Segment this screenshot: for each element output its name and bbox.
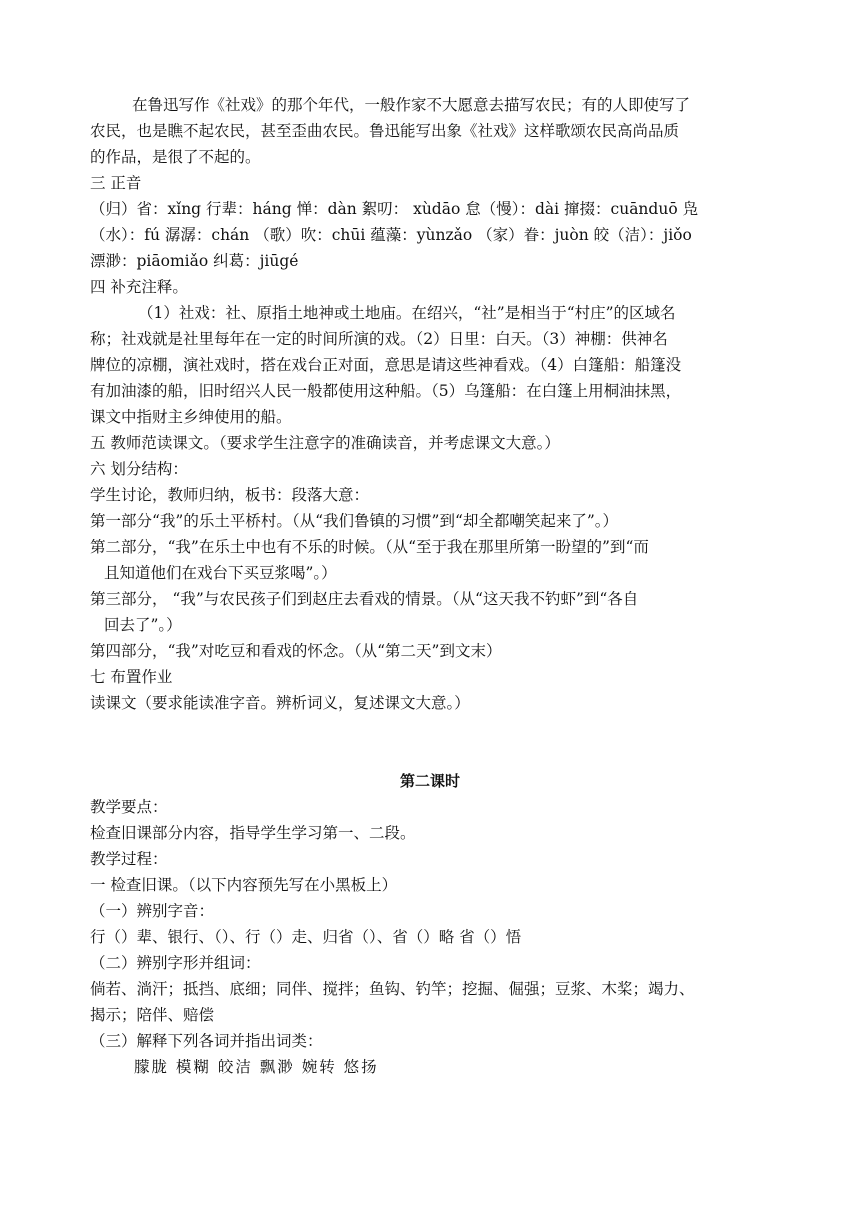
- lesson-section-two: [90, 794, 770, 1080]
- text-line: 行（）辈、银行、（）、行（）走、归省（）、省（）略 省（）悟: [90, 928, 522, 946]
- text-line: 朦胧 模糊 皎洁 飘渺 婉转 悠扬: [134, 1058, 379, 1076]
- text-line: 漂渺：piāomiǎo 纠葛：jiūgé: [90, 252, 299, 270]
- text-line: 五 教师范读课文。（要求学生注意字的准确读音，并考虑课文大意。）: [90, 434, 560, 452]
- text-line: 揭示；陪伴、赔偿: [90, 1006, 215, 1024]
- text-line: 倘若、淌汗；抵挡、底细；同伴、搅拌；鱼钩、钓竿；挖掘、倔强；豆浆、木桨；竭力、: [90, 980, 695, 998]
- text-line: 且知道他们在戏台下买豆浆喝”。）: [104, 564, 337, 582]
- text-line: 四 补充注释。: [90, 278, 188, 296]
- text-line: 的作品，是很了不起的。: [90, 148, 261, 166]
- text-line: 第四部分，“我”对吃豆和看戏的怀念。（从“第二天”到文末）: [90, 642, 502, 660]
- text-line: 学生讨论，教师归纳，板书：段落大意：: [90, 486, 370, 504]
- text-line: 六 划分结构：: [90, 460, 188, 478]
- section-gap: [90, 716, 770, 768]
- text-line: （二）辨别字形并组词：: [90, 954, 261, 972]
- text-line: 三 正音: [90, 174, 142, 192]
- text-line: （三）解释下列各词并指出词类：: [90, 1032, 323, 1050]
- text-line: （一）辨别字音：: [90, 902, 215, 920]
- lesson-section-one: [90, 92, 770, 716]
- section-heading: 第二课时: [399, 772, 460, 790]
- text-line: （归）省：xǐng 行辈：háng 惮：dàn 絮叨： xùdāo 怠（慢）：dài 撺掇：cuānduō 凫: [90, 200, 699, 218]
- text-line: 一 检查旧课。（以下内容预先写在小黑板上）: [90, 876, 398, 894]
- text-line: 第二部分，“我”在乐土中也有不乐的时候。（从“至于我在那里所第一盼望的”到“而: [90, 538, 649, 556]
- text-line: 第三部分， “我”与农民孩子们到赵庄去看戏的情景。（从“这天我不钓虾”到“各自: [90, 590, 639, 608]
- text-line: 检查旧课部分内容，指导学生学习第一、二段。: [90, 824, 416, 842]
- text-line: 七 布置作业: [90, 668, 173, 686]
- text-line: 教学要点：: [90, 798, 168, 816]
- text-line: 称；社戏就是社里每年在一定的时间所演的戏。（2）日里：白天。（3）神棚：供神名: [90, 330, 668, 348]
- text-line: 在鲁迅写作《社戏》的那个年代，一般作家不大愿意去描写农民；有的人即使写了: [132, 96, 691, 114]
- text-line: 读课文（要求能读准字音。辨析词义，复述课文大意。）: [90, 694, 470, 712]
- document-page: [90, 92, 770, 1080]
- text-line: 有加油漆的船，旧时绍兴人民一般都使用这种船。（5）乌篷船：在白篷上用桐油抹黑，: [90, 382, 682, 400]
- text-line: （1）社戏：社、原指土地神或土地庙。在绍兴，“社”是相当于“村庄”的区域名: [138, 304, 676, 322]
- text-line: 回去了”。）: [104, 616, 182, 634]
- text-line: 教学过程：: [90, 850, 168, 868]
- text-line: （水）：fú 潺潺：chán （歌）吹：chūi 蕴藻：yùnzǎo （家）眷：juòn 皎（洁）：jiǒo: [90, 226, 692, 244]
- text-line: 第一部分“我”的乐土平桥村。（从“我们鲁镇的习惯”到“却全都嘲笑起来了”。）: [90, 512, 619, 530]
- text-line: 牌位的凉棚，演社戏时，搭在戏台正对面，意思是请这些神看戏。（4）白篷船：船篷没: [90, 356, 682, 374]
- text-line: 课文中指财主乡绅使用的船。: [90, 408, 292, 426]
- text-line: 农民，也是瞧不起农民，甚至歪曲农民。鲁迅能写出象《社戏》这样歌颂农民高尚品质: [90, 122, 680, 140]
